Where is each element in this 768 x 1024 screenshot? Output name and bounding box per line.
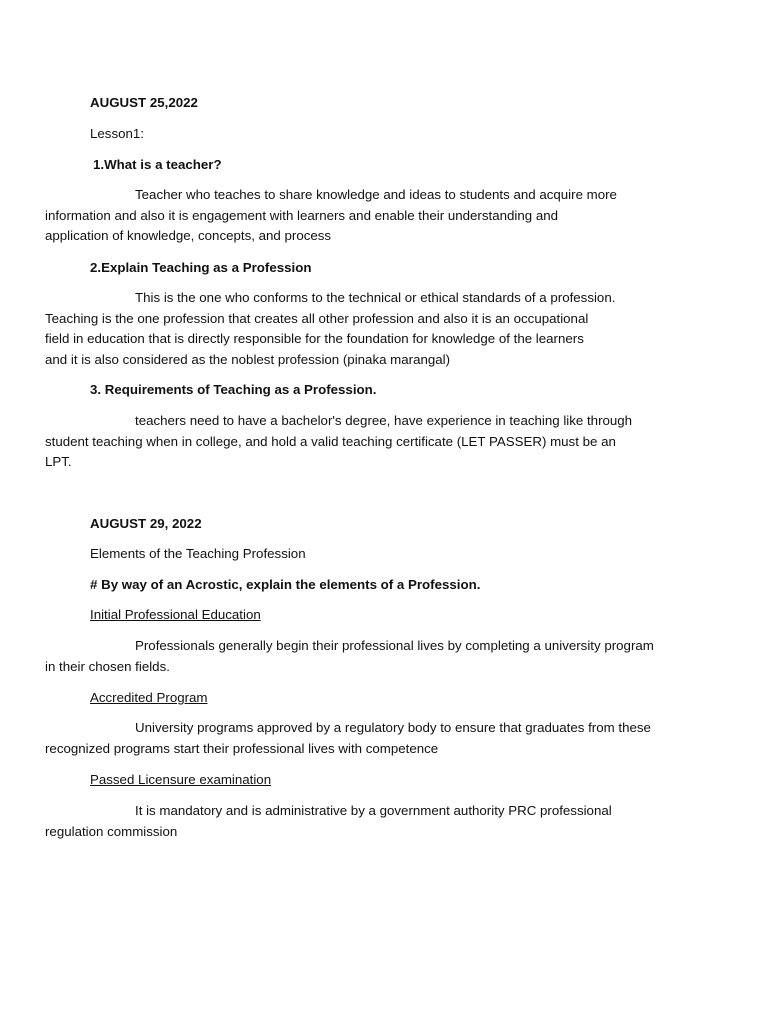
answer-1 [45,185,690,247]
date-heading-2: AUGUST 29, 2022 [90,516,202,531]
element-text-1 [45,636,690,677]
answer-2-line-3: field in education that is directly responsible for the foundation for knowledge of the learners [45,331,584,347]
answer-2-line-2: Teaching is the one profession that creates all other profession and also it is an occupational [45,310,589,326]
answer-1-line-3: application of knowledge, concepts, and process [45,228,332,244]
element-text-1-line-1: Professionals generally begin their professional lives by completing a university program [135,638,654,653]
element-text-3-line-2: regulation commission [45,823,178,839]
element-text-2-line-2: recognized programs start their professional lives with competence [45,740,439,756]
element-heading-3: Passed Licensure examination [90,772,272,787]
answer-3 [45,411,690,473]
acrostic-prompt: # By way of an Acrostic, explain the elements of a Profession. [90,577,481,592]
answer-1-line-2: information and also it is engagement with learners and enable their understanding and [45,207,559,223]
element-text-3 [45,801,690,842]
question-3: 3. Requirements of Teaching as a Profession. [90,382,377,397]
question-2: 2.Explain Teaching as a Profession [90,260,312,275]
answer-2-line-4: and it is also considered as the noblest profession (pinaka marangal) [45,351,451,367]
answer-3-line-1: teachers need to have a bachelor's degree, have experience in teaching like through [135,413,633,428]
answer-2-line-1: This is the one who conforms to the technical or ethical standards of a profession. [135,290,616,305]
answer-3-line-2: student teaching when in college, and hold a valid teaching certificate (LET PASSER) must be an [45,433,616,449]
answer-1-line-1: Teacher who teaches to share knowledge and ideas to students and acquire more [135,187,617,202]
element-text-2 [45,718,690,759]
lesson-label: Lesson1: [90,126,144,141]
element-text-3-line-1: It is mandatory and is administrative by a government authority PRC professional [135,803,612,818]
answer-3-line-3: LPT. [45,454,72,470]
element-text-2-line-1: University programs approved by a regulatory body to ensure that graduates from these [135,720,651,735]
section-title: Elements of the Teaching Profession [90,546,306,561]
element-heading-2: Accredited Program [90,690,208,705]
date-heading-1: AUGUST 25,2022 [90,95,198,110]
element-text-1-line-2: in their chosen fields. [45,658,170,674]
answer-2 [45,288,690,370]
question-1: 1.What is a teacher? [93,157,222,172]
element-heading-1: Initial Professional Education [90,607,261,622]
